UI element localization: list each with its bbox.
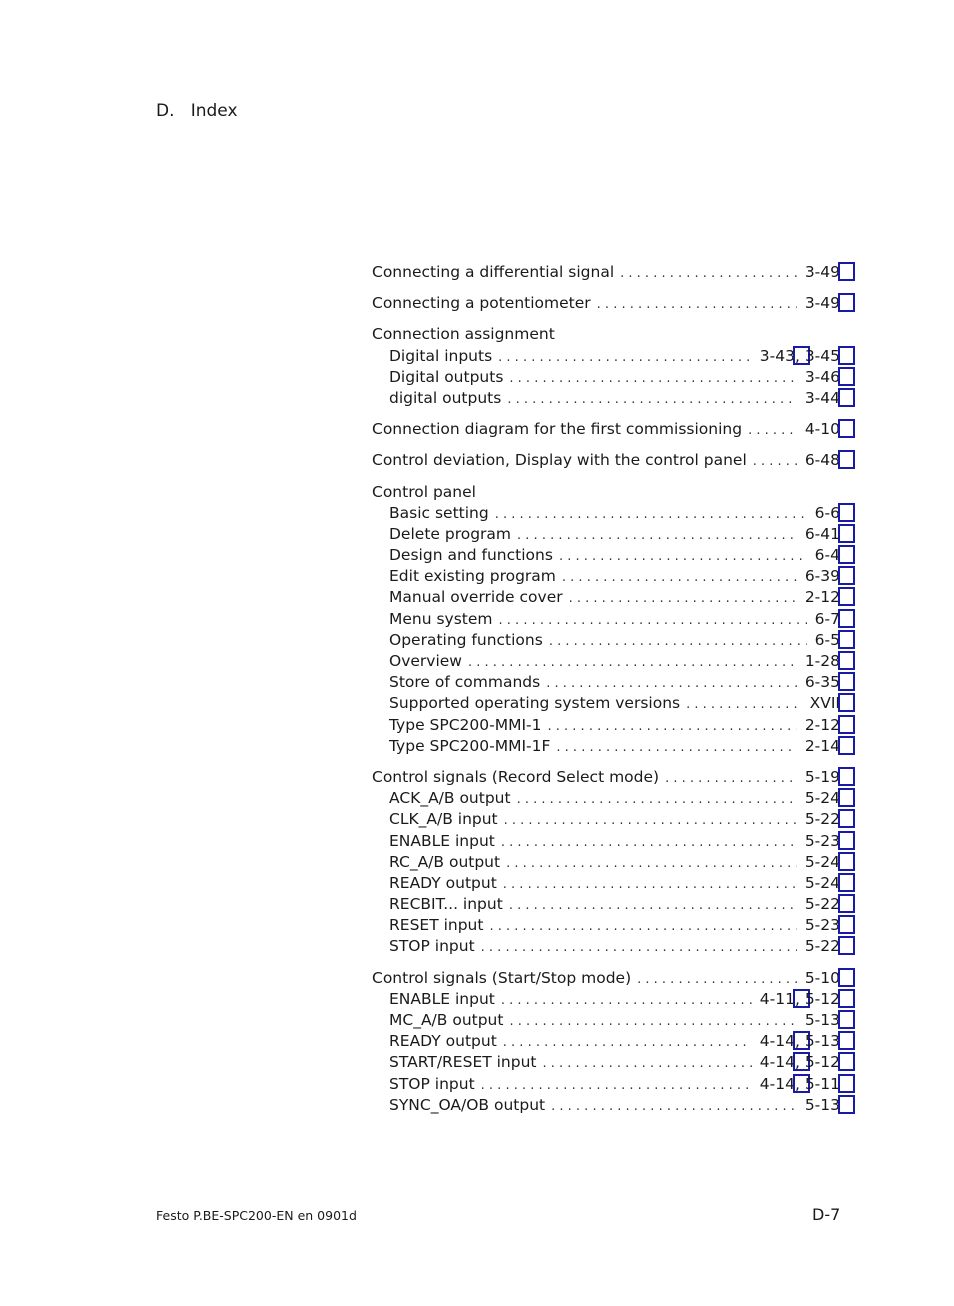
- index-entry: [372, 263, 840, 284]
- section-title: Index: [190, 101, 238, 121]
- entry-label: RECBIT... input: [389, 895, 509, 913]
- index-subentry: [372, 652, 840, 673]
- index-entry: [372, 969, 840, 990]
- index-subentry: [372, 389, 840, 410]
- page-references: [807, 610, 840, 628]
- link-box-icon: [838, 367, 855, 386]
- link-box-icon: [838, 1052, 855, 1071]
- entry-label: Connecting a potentiometer: [372, 294, 597, 312]
- entry-label: READY output: [389, 874, 503, 892]
- link-box-icon: [838, 587, 855, 606]
- link-box-icon: [838, 545, 855, 564]
- dot-leader: [504, 813, 797, 828]
- link-box-icon: [838, 788, 855, 807]
- page-link[interactable]: 3-43: [760, 347, 795, 365]
- dot-leader: [481, 1078, 752, 1093]
- entry-label: ACK_A/B output: [389, 789, 517, 807]
- entry-label: Control signals (Start/Stop mode): [372, 969, 637, 987]
- page-link[interactable]: 3-49: [805, 263, 840, 281]
- dot-leader: [562, 570, 797, 585]
- page-references: [797, 389, 840, 407]
- dot-leader: [499, 613, 807, 628]
- page-link[interactable]: 5-24: [805, 874, 840, 892]
- page-link[interactable]: 2-12: [805, 588, 840, 606]
- page-link[interactable]: 6-48: [805, 451, 840, 469]
- entry-label: Connecting a differential signal: [372, 263, 620, 281]
- page-references: [797, 937, 840, 955]
- index-subentry: [372, 673, 840, 694]
- index-subentry: [372, 347, 840, 368]
- page-references: [752, 1032, 840, 1050]
- page-link[interactable]: 5-19: [805, 768, 840, 786]
- dot-leader: [546, 676, 797, 691]
- link-box-icon: [838, 831, 855, 850]
- page-separator: ,: [794, 1053, 805, 1072]
- page-link[interactable]: 6-35: [805, 673, 840, 691]
- entry-label: Connection diagram for the first commissioning: [372, 420, 748, 438]
- link-box-icon: [838, 566, 855, 585]
- page-references: [797, 294, 840, 312]
- page-link[interactable]: 6-5: [815, 631, 840, 649]
- link-box-icon: [838, 630, 855, 649]
- entry-label: Connection assignment: [372, 325, 561, 343]
- entry-label: START/RESET input: [389, 1053, 543, 1071]
- entry-label: Basic setting: [389, 504, 495, 522]
- page-link[interactable]: 5-13: [805, 1032, 840, 1050]
- entry-label: STOP input: [389, 937, 481, 955]
- entry-label: ENABLE input: [389, 990, 501, 1008]
- dot-leader: [548, 719, 797, 734]
- index-list: [372, 263, 840, 1117]
- entry-label: Control deviation, Display with the control panel: [372, 451, 753, 469]
- link-box-icon: [838, 894, 855, 913]
- link-box-icon: [838, 651, 855, 670]
- entry-label: Digital inputs: [389, 347, 498, 365]
- page-link[interactable]: 1-28: [805, 652, 840, 670]
- page-link[interactable]: 5-22: [805, 895, 840, 913]
- entry-label: Type SPC200-MMI-1: [389, 716, 548, 734]
- dot-leader: [665, 771, 797, 786]
- dot-leader: [495, 507, 807, 522]
- entry-label: Menu system: [389, 610, 499, 628]
- link-box-icon: [838, 450, 855, 469]
- dot-leader: [637, 972, 797, 987]
- entry-label: Overview: [389, 652, 468, 670]
- index-subentry: [372, 937, 840, 958]
- page-references: [802, 694, 840, 712]
- page-references: [797, 768, 840, 786]
- dot-leader: [489, 919, 796, 934]
- dot-leader: [509, 1014, 796, 1029]
- dot-leader: [753, 454, 797, 469]
- link-box-icon: [838, 936, 855, 955]
- dot-leader: [498, 350, 752, 365]
- dot-leader: [620, 266, 797, 281]
- page-references: [797, 368, 840, 386]
- page-link[interactable]: 3-45: [805, 347, 840, 365]
- page-link[interactable]: 5-13: [805, 1011, 840, 1029]
- page-link[interactable]: 5-12: [805, 1053, 840, 1071]
- link-box-icon: [838, 503, 855, 522]
- index-subentry: [372, 895, 840, 916]
- page-references: [797, 652, 840, 670]
- page-link[interactable]: 5-22: [805, 937, 840, 955]
- entry-label: SYNC_OA/OB output: [389, 1096, 551, 1114]
- page-references: [797, 737, 840, 755]
- dot-leader: [501, 993, 752, 1008]
- dot-leader: [506, 856, 797, 871]
- page-link[interactable]: 6-6: [815, 504, 840, 522]
- entry-label: RESET input: [389, 916, 489, 934]
- index-subentry: [372, 832, 840, 853]
- index-subentry: [372, 1032, 840, 1053]
- dot-leader: [503, 1035, 752, 1050]
- page-link[interactable]: 6-41: [805, 525, 840, 543]
- page-link[interactable]: 5-22: [805, 810, 840, 828]
- index-subentry: [372, 1053, 840, 1074]
- page-link[interactable]: 4-10: [805, 420, 840, 438]
- entry-label: CLK_A/B input: [389, 810, 504, 828]
- index-subentry: [372, 504, 840, 525]
- page-link[interactable]: 4-11: [760, 990, 795, 1008]
- link-box-icon: [838, 989, 855, 1008]
- page-link[interactable]: 3-49: [805, 294, 840, 312]
- page-references: [797, 525, 840, 543]
- link-box-icon: [838, 736, 855, 755]
- link-box-icon: [838, 293, 855, 312]
- entry-label: Type SPC200-MMI-1F: [389, 737, 556, 755]
- page-link[interactable]: XVII: [810, 694, 840, 712]
- index-entry: [372, 451, 840, 472]
- index-subentry: [372, 810, 840, 831]
- entry-label: Delete program: [389, 525, 517, 543]
- link-box-icon: [838, 1095, 855, 1114]
- link-box-icon: [838, 388, 855, 407]
- index-subentry: [372, 631, 840, 652]
- index-entry: [372, 420, 840, 441]
- link-box-icon: [838, 873, 855, 892]
- page-link[interactable]: 2-14: [805, 737, 840, 755]
- page-references: [797, 1011, 840, 1029]
- entry-label: Manual override cover: [389, 588, 569, 606]
- page-link[interactable]: 6-4: [815, 546, 840, 564]
- link-box-icon: [838, 715, 855, 734]
- index-entry: [372, 483, 840, 504]
- index-entry: [372, 325, 840, 346]
- section-letter: D.: [156, 101, 175, 121]
- page-references: [752, 990, 840, 1008]
- dot-leader: [481, 940, 797, 955]
- entry-label: STOP input: [389, 1075, 481, 1093]
- dot-leader: [501, 835, 797, 850]
- dot-leader: [509, 898, 797, 913]
- index-subentry: [372, 990, 840, 1011]
- page-references: [752, 347, 840, 365]
- footer-document-id: Festo P.BE-SPC200-EN en 0901d: [156, 1208, 357, 1223]
- link-box-icon: [838, 262, 855, 281]
- page-references: [797, 895, 840, 913]
- page-link[interactable]: 5-23: [805, 832, 840, 850]
- index-entry: [372, 294, 840, 315]
- entry-label: Operating functions: [389, 631, 549, 649]
- page-references: [797, 853, 840, 871]
- link-box-icon: [838, 968, 855, 987]
- dot-leader: [507, 392, 797, 407]
- page-separator: ,: [794, 1032, 805, 1051]
- page-link[interactable]: 5-12: [805, 990, 840, 1008]
- page-link[interactable]: 3-44: [805, 389, 840, 407]
- page-references: [797, 1096, 840, 1114]
- page-references: [797, 716, 840, 734]
- index-subentry: [372, 546, 840, 567]
- entry-label: ENABLE input: [389, 832, 501, 850]
- page-separator: ,: [794, 989, 805, 1008]
- page-references: [797, 874, 840, 892]
- index-subentry: [372, 874, 840, 895]
- link-box-icon: [838, 809, 855, 828]
- index-subentry: [372, 525, 840, 546]
- entry-label: digital outputs: [389, 389, 507, 407]
- entry-label: Store of commands: [389, 673, 546, 691]
- index-subentry: [372, 567, 840, 588]
- page-link[interactable]: 6-39: [805, 567, 840, 585]
- link-box-icon: [838, 346, 855, 365]
- index-subentry: [372, 588, 840, 609]
- dot-leader: [503, 877, 797, 892]
- link-box-icon: [838, 852, 855, 871]
- dot-leader: [509, 371, 796, 386]
- link-box-icon: [838, 672, 855, 691]
- page-link[interactable]: 4-14: [760, 1053, 795, 1071]
- link-box-icon: [838, 1010, 855, 1029]
- link-box-icon: [838, 609, 855, 628]
- index-subentry: [372, 789, 840, 810]
- page-link[interactable]: 5-23: [805, 916, 840, 934]
- dot-leader: [517, 792, 797, 807]
- dot-leader: [517, 528, 797, 543]
- entry-label: READY output: [389, 1032, 503, 1050]
- dot-leader: [549, 634, 807, 649]
- page-link[interactable]: 6-7: [815, 610, 840, 628]
- link-box-icon: [838, 767, 855, 786]
- page-references: [807, 631, 840, 649]
- entry-label: Edit existing program: [389, 567, 562, 585]
- index-subentry: [372, 694, 840, 715]
- entry-label: Supported operating system versions: [389, 694, 686, 712]
- index-subentry: [372, 1011, 840, 1032]
- page-references: [797, 969, 840, 987]
- page-references: [797, 420, 840, 438]
- index-subentry: [372, 1075, 840, 1096]
- entry-label: Control panel: [372, 483, 482, 501]
- link-box-icon: [838, 524, 855, 543]
- entry-label: Control signals (Record Select mode): [372, 768, 665, 786]
- entry-label: Digital outputs: [389, 368, 509, 386]
- page-references: [752, 1075, 840, 1093]
- page-separator: ,: [794, 1074, 805, 1093]
- page-link[interactable]: 5-13: [805, 1096, 840, 1114]
- page-references: [797, 263, 840, 281]
- link-box-icon: [838, 693, 855, 712]
- page-link[interactable]: 4-14: [760, 1075, 795, 1093]
- entry-label: MC_A/B output: [389, 1011, 509, 1029]
- dot-leader: [543, 1056, 752, 1071]
- dot-leader: [686, 697, 802, 712]
- link-box-icon: [838, 1031, 855, 1050]
- page-references: [807, 504, 840, 522]
- link-box-icon: [838, 1074, 855, 1093]
- page-references: [797, 451, 840, 469]
- page-references: [797, 567, 840, 585]
- page-references: [797, 810, 840, 828]
- page-link[interactable]: 2-12: [805, 716, 840, 734]
- page-link[interactable]: 5-24: [805, 853, 840, 871]
- page-references: [797, 673, 840, 691]
- index-subentry: [372, 610, 840, 631]
- link-box-icon: [838, 419, 855, 438]
- dot-leader: [569, 591, 797, 606]
- index-subentry: [372, 368, 840, 389]
- entry-label: Design and functions: [389, 546, 559, 564]
- index-subentry: [372, 737, 840, 758]
- page-link[interactable]: 5-24: [805, 789, 840, 807]
- dot-leader: [748, 423, 797, 438]
- index-subentry: [372, 916, 840, 937]
- index-subentry: [372, 853, 840, 874]
- page-references: [797, 789, 840, 807]
- page-references: [797, 588, 840, 606]
- link-box-icon: [838, 915, 855, 934]
- page-link[interactable]: 5-11: [805, 1075, 840, 1093]
- page-header: [156, 101, 238, 121]
- dot-leader: [468, 655, 797, 670]
- dot-leader: [597, 297, 797, 312]
- dot-leader: [551, 1099, 797, 1114]
- page-link[interactable]: 3-46: [805, 368, 840, 386]
- page-link[interactable]: 5-10: [805, 969, 840, 987]
- page-references: [807, 546, 840, 564]
- index-subentry: [372, 1096, 840, 1117]
- page-references: [797, 916, 840, 934]
- page-link[interactable]: 4-14: [760, 1032, 795, 1050]
- index-entry: [372, 768, 840, 789]
- dot-leader: [556, 740, 796, 755]
- index-subentry: [372, 716, 840, 737]
- entry-label: RC_A/B output: [389, 853, 506, 871]
- page-separator: ,: [794, 346, 805, 365]
- page-references: [752, 1053, 840, 1071]
- footer-page-number: D-7: [812, 1205, 841, 1224]
- dot-leader: [559, 549, 807, 564]
- page-references: [797, 832, 840, 850]
